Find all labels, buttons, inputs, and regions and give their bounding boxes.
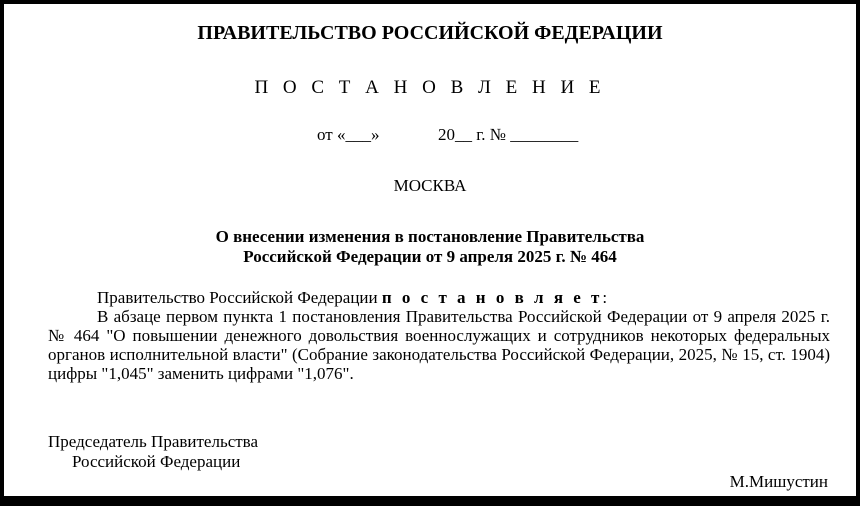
decrees-word: п о с т а н о в л я е т (381, 288, 603, 307)
document-title (4, 227, 856, 267)
document-body (48, 288, 830, 383)
signatory-position (48, 432, 258, 472)
intro-paragraph (48, 288, 830, 307)
position-line-2: Российской Федерации (72, 452, 241, 471)
date-field: от «___» (317, 125, 380, 144)
title-line-1: О внесении изменения в постановление Правительства (215, 227, 645, 246)
signatory-name: М.Мишустин (729, 472, 828, 491)
position-line-1: Председатель Правительства (48, 432, 259, 451)
government-heading: ПРАВИТЕЛЬСТВО РОССИЙСКОЙ ФЕДЕРАЦИИ (197, 22, 663, 44)
title-line-2: Российской Федерации от 9 апреля 2025 г. № 464 (243, 247, 617, 266)
intro-prefix: Правительство Российской Федерации (97, 288, 378, 307)
year-number-field: 20__ г. № ________ (438, 125, 579, 144)
document-page (4, 4, 856, 496)
city-label: МОСКВА (393, 176, 467, 195)
document-type-heading: П О С Т А Н О В Л Е Н И Е (254, 77, 606, 98)
intro-suffix: : (602, 288, 608, 307)
amendment-paragraph: В абзаце первом пункта 1 постановления Правительства Российской Федерации от 9 апреля 2025 г. № 464 "О повышении денежного довольствия военнослужащих и сотрудников некоторых федеральных органов исполнительной власти" (Собрание законодательства Российской Федерации, 2025, № 15, ст. 1904) цифры "1,045" заменить цифрами "1,076". (48, 307, 830, 383)
